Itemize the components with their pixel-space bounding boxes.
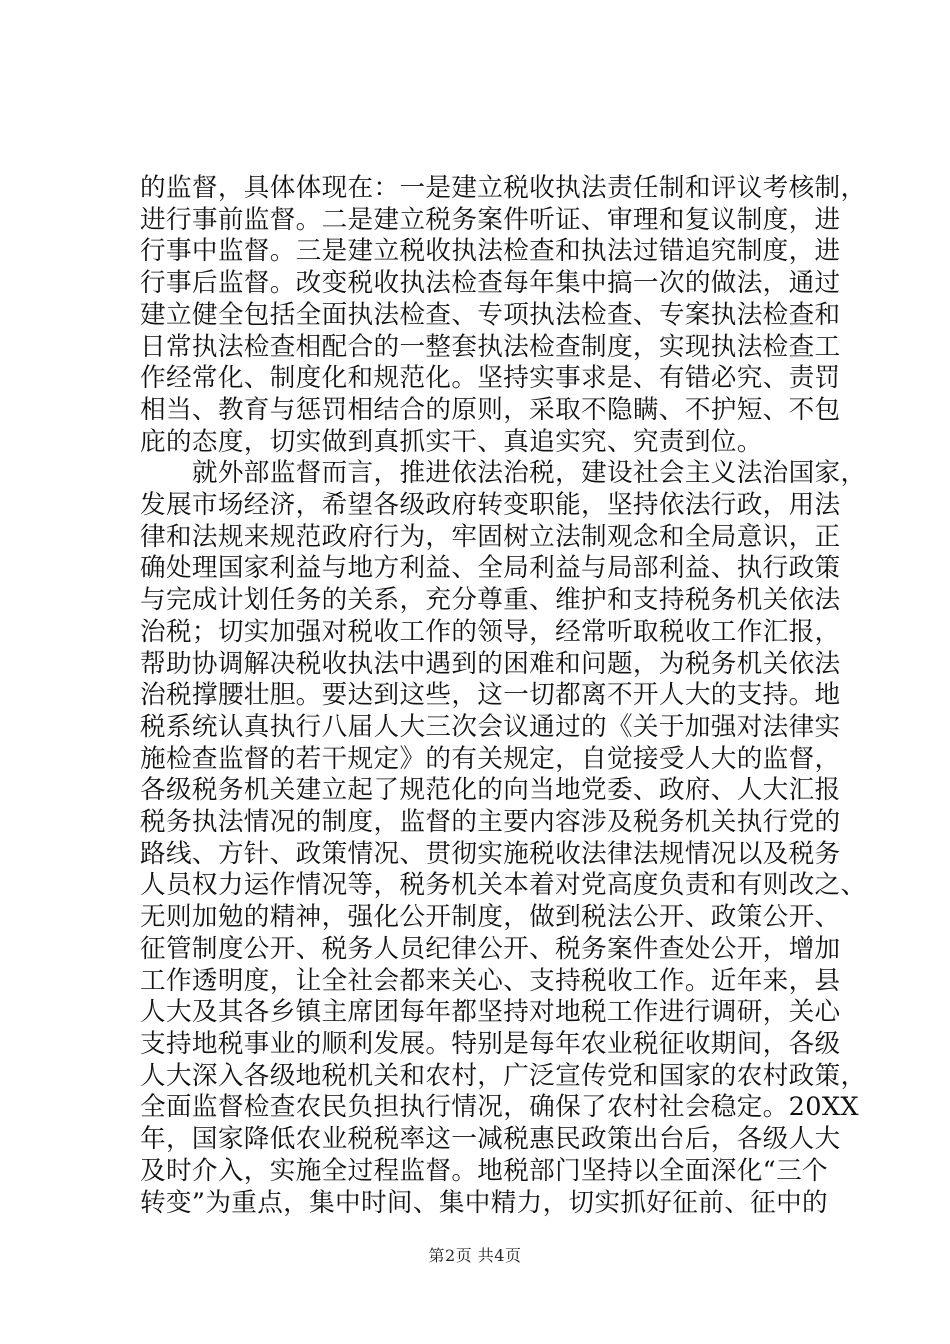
text-line: 税务执法情况的制度，监督的主要内容涉及税务机关执行党的: [140, 807, 841, 838]
text-line: 路线、方针、政策情况、贯彻实施税收法律法规情况以及税务: [140, 838, 841, 869]
text-line: 帮助协调解决税收执法中遇到的困难和问题，为税务机关依法: [140, 648, 841, 679]
text-line: 征管制度公开、税务人员纪律公开、税务案件查处公开，增加: [140, 933, 841, 964]
page-footer: 第2页 共4页: [428, 1246, 522, 1265]
text-line: 作经常化、制度化和规范化。坚持实事求是、有错必究、责罚: [140, 363, 841, 394]
text-line: 确处理国家利益与地方利益、全局利益与局部利益、执行政策: [140, 553, 841, 584]
text-line: 律和法规来规范政府行为，牢固树立法制观念和全局意识，正: [140, 521, 841, 552]
text-line: 的监督，具体体现在：一是建立税收执法责任制和评议考核制，: [140, 173, 867, 203]
text-line: 人大及其各乡镇主席团每年都坚持对地税工作进行调研，关心: [140, 997, 841, 1028]
text-line: 及时介入，实施全过程监督。地税部门坚持以全面深化“三个: [140, 1155, 828, 1186]
text-line: 人员权力运作情况等，税务机关本着对党高度负责和有则改之、: [140, 870, 867, 901]
text-line: 施检查监督的若干规定》的有关规定，自觉接受人大的监督，: [140, 743, 841, 774]
text-line: 与完成计划任务的关系，充分尊重、维护和支持税务机关依法: [140, 585, 841, 616]
text-line: 发展市场经济，希望各级政府转变职能，坚持依法行政，用法: [140, 490, 841, 521]
text-line: 年，国家降低农业税税率这一减税惠民政策出台后，各级人大: [140, 1124, 841, 1155]
text-line: 支持地税事业的顺利发展。特别是每年农业税征收期间，各级: [140, 1028, 841, 1059]
text-line: 庇的态度，切实做到真抓实干、真追实究、究责到位。: [140, 426, 763, 457]
text-line: 转变”为重点，集中时间、集中精力，切实抓好征前、征中的: [140, 1187, 828, 1218]
text-line: 就外部监督而言，推进依法治税，建设社会主义法治国家，: [140, 458, 867, 489]
text-line: 无则加勉的精神，强化公开制度，做到税法公开、政策公开、: [140, 902, 841, 933]
text-line: 工作透明度，让全社会都来关心、支持税收工作。近年来，县: [140, 965, 841, 996]
text-line: 人大深入各级地税机关和农村，广泛宣传党和国家的农村政策，: [140, 1060, 867, 1091]
text-line: 建立健全包括全面执法检查、专项执法检查、专案执法检查和: [140, 299, 841, 330]
text-line: 行事后监督。改变税收执法检查每年集中搞一次的做法，通过: [140, 268, 841, 299]
text-line: 行事中监督。三是建立税收执法检查和执法过错追究制度，进: [140, 236, 841, 267]
body-text: [140, 173, 867, 1219]
text-line: 日常执法检查相配合的一整套执法检查制度，实现执法检查工: [140, 331, 841, 362]
text-line: 进行事前监督。二是建立税务案件听证、审理和复议制度，进: [140, 204, 841, 235]
text-line: 相当、教育与惩罚相结合的原则，采取不隐瞒、不护短、不包: [140, 394, 841, 425]
text-line: 治税撑腰壮胆。要达到这些，这一切都离不开人大的支持。地: [140, 680, 841, 711]
text-line: 全面监督检查农民负担执行情况，确保了农村社会稳定。20XX: [140, 1092, 860, 1123]
text-line: 各级税务机关建立起了规范化的向当地党委、政府、人大汇报: [140, 775, 841, 806]
text-line: 税系统认真执行八届人大三次会议通过的《关于加强对法律实: [140, 711, 841, 742]
text-line: 治税；切实加强对税收工作的领导，经常听取税收工作汇报，: [140, 616, 841, 647]
